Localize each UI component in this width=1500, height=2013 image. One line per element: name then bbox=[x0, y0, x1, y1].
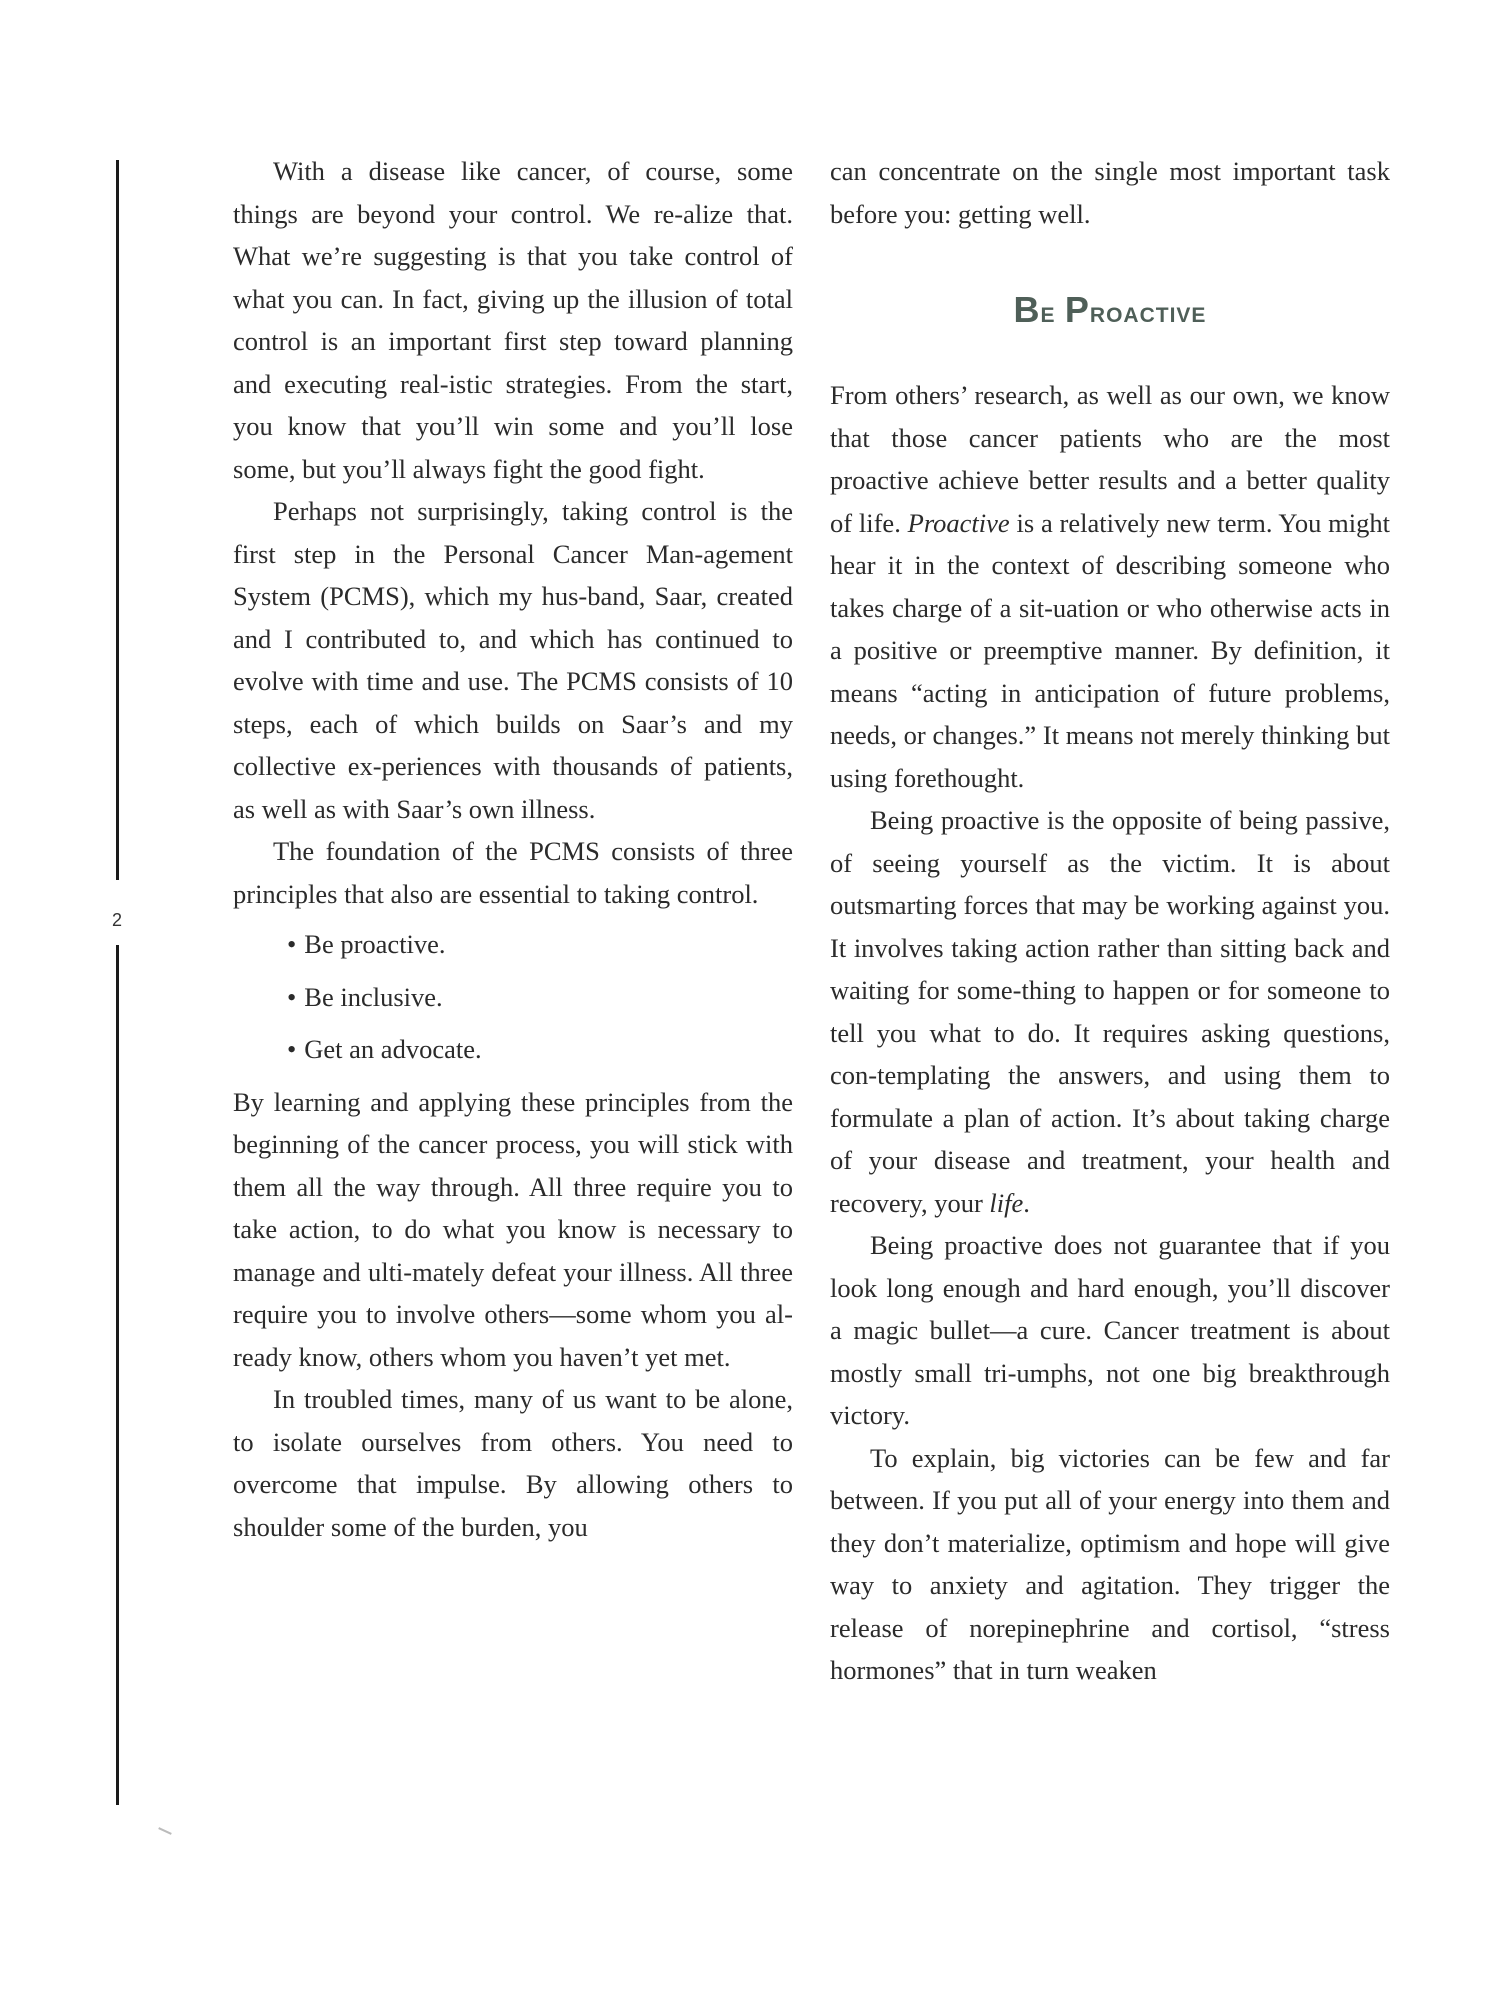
scan-mark bbox=[158, 1827, 172, 1835]
paragraph: The foundation of the PCMS consists of three principles that also are essential to taking control. bbox=[233, 836, 793, 909]
paragraph: In troubled times, many of us want to be alone, to isolate ourselves from others. You need to overcome that impulse. By allowing others to shoulder some of the burden, you bbox=[233, 1384, 793, 1542]
left-column bbox=[233, 150, 793, 1548]
paragraph: Being proactive does not guarantee that if you look long enough and hard enough, you’ll discover a magic bullet—a cure. Cancer treatment is about mostly small tri-umphs, not one big breakthrough victory. bbox=[830, 1230, 1390, 1430]
list-item: • Be proactive. bbox=[287, 923, 793, 966]
heading-rest: roactive bbox=[1089, 296, 1207, 329]
list-item: • Get an advocate. bbox=[287, 1028, 793, 1071]
emphasis: life bbox=[989, 1187, 1024, 1218]
text-run: Being proactive is the opposite of being passive, of seeing yourself as the victim. It is about outsmarting forces that may be working against you. It involves taking action rather than sitting back and waiting for some-thing to happen or for someone to tell you what to do. It requires asking questions, con-templating the answers, and using them to formulate a plan of action. It’s about taking charge of your disease and treatment, your health and recovery, your bbox=[830, 805, 1390, 1218]
margin-rule-bottom bbox=[116, 945, 119, 1805]
text-run: . bbox=[1023, 1187, 1030, 1218]
heading-rest: e bbox=[1040, 296, 1056, 329]
margin-rule-top bbox=[116, 160, 119, 880]
text-run: From others’ research, as well as our own, we know that those cancer patients who are the most proactive achieve better results and a better quality of life. bbox=[830, 380, 1390, 538]
page-number: 2 bbox=[112, 910, 123, 930]
text-run: is a relatively new term. You might hear it in the context of describing someone who takes charge of a sit-uation or who otherwise acts in a positive or preemptive manner. By definition, it means “acting in anticipation of future problems, needs, or changes.” It means not merely thinking but using forethought. bbox=[830, 507, 1390, 793]
paragraph bbox=[830, 374, 1390, 799]
section-heading bbox=[830, 289, 1390, 330]
principles-list bbox=[287, 923, 793, 1071]
paragraph bbox=[830, 799, 1390, 1224]
paragraph: can concentrate on the single most important task before you: getting well. bbox=[830, 156, 1390, 229]
heading-initial: P bbox=[1064, 289, 1090, 330]
paragraph: By learning and applying these principles from the beginning of the cancer process, you will stick with them all the way through. All three require you to take action, to do what you know is necessary to manage and ulti-mately defeat your illness. All three require you to involve others—some whom you al-ready know, others whom you haven’t yet met. bbox=[233, 1086, 793, 1372]
list-item: • Be inclusive. bbox=[287, 976, 793, 1019]
emphasis: Proactive bbox=[907, 507, 1010, 538]
heading-initial: B bbox=[1013, 289, 1041, 330]
paragraph: With a disease like cancer, of course, some things are beyond your control. We re-alize that. What we’re suggesting is that you take control of what you can. In fact, giving up the illusion of total control is an important first step toward planning and executing real-istic strategies. From the start, you know that you’ll win some and you’ll lose some, but you’ll always fight the good fight. bbox=[233, 156, 793, 484]
paragraph: To explain, big victories can be few and far between. If you put all of your energy into them and they don’t materialize, optimism and hope will give way to anxiety and agitation. They trigger the release of norepinephrine and cortisol, “stress hormones” that in turn weaken bbox=[830, 1442, 1390, 1685]
right-column bbox=[830, 150, 1390, 1692]
paragraph: Perhaps not surprisingly, taking control is the first step in the Personal Cancer Man-agement System (PCMS), which my hus-band, Saar, created and I contributed to, and which has continued to evolve with time and use. The PCMS consists of 10 steps, each of which builds on Saar’s and my collective ex-periences with thousands of patients, as well as with Saar’s own illness. bbox=[233, 496, 793, 824]
